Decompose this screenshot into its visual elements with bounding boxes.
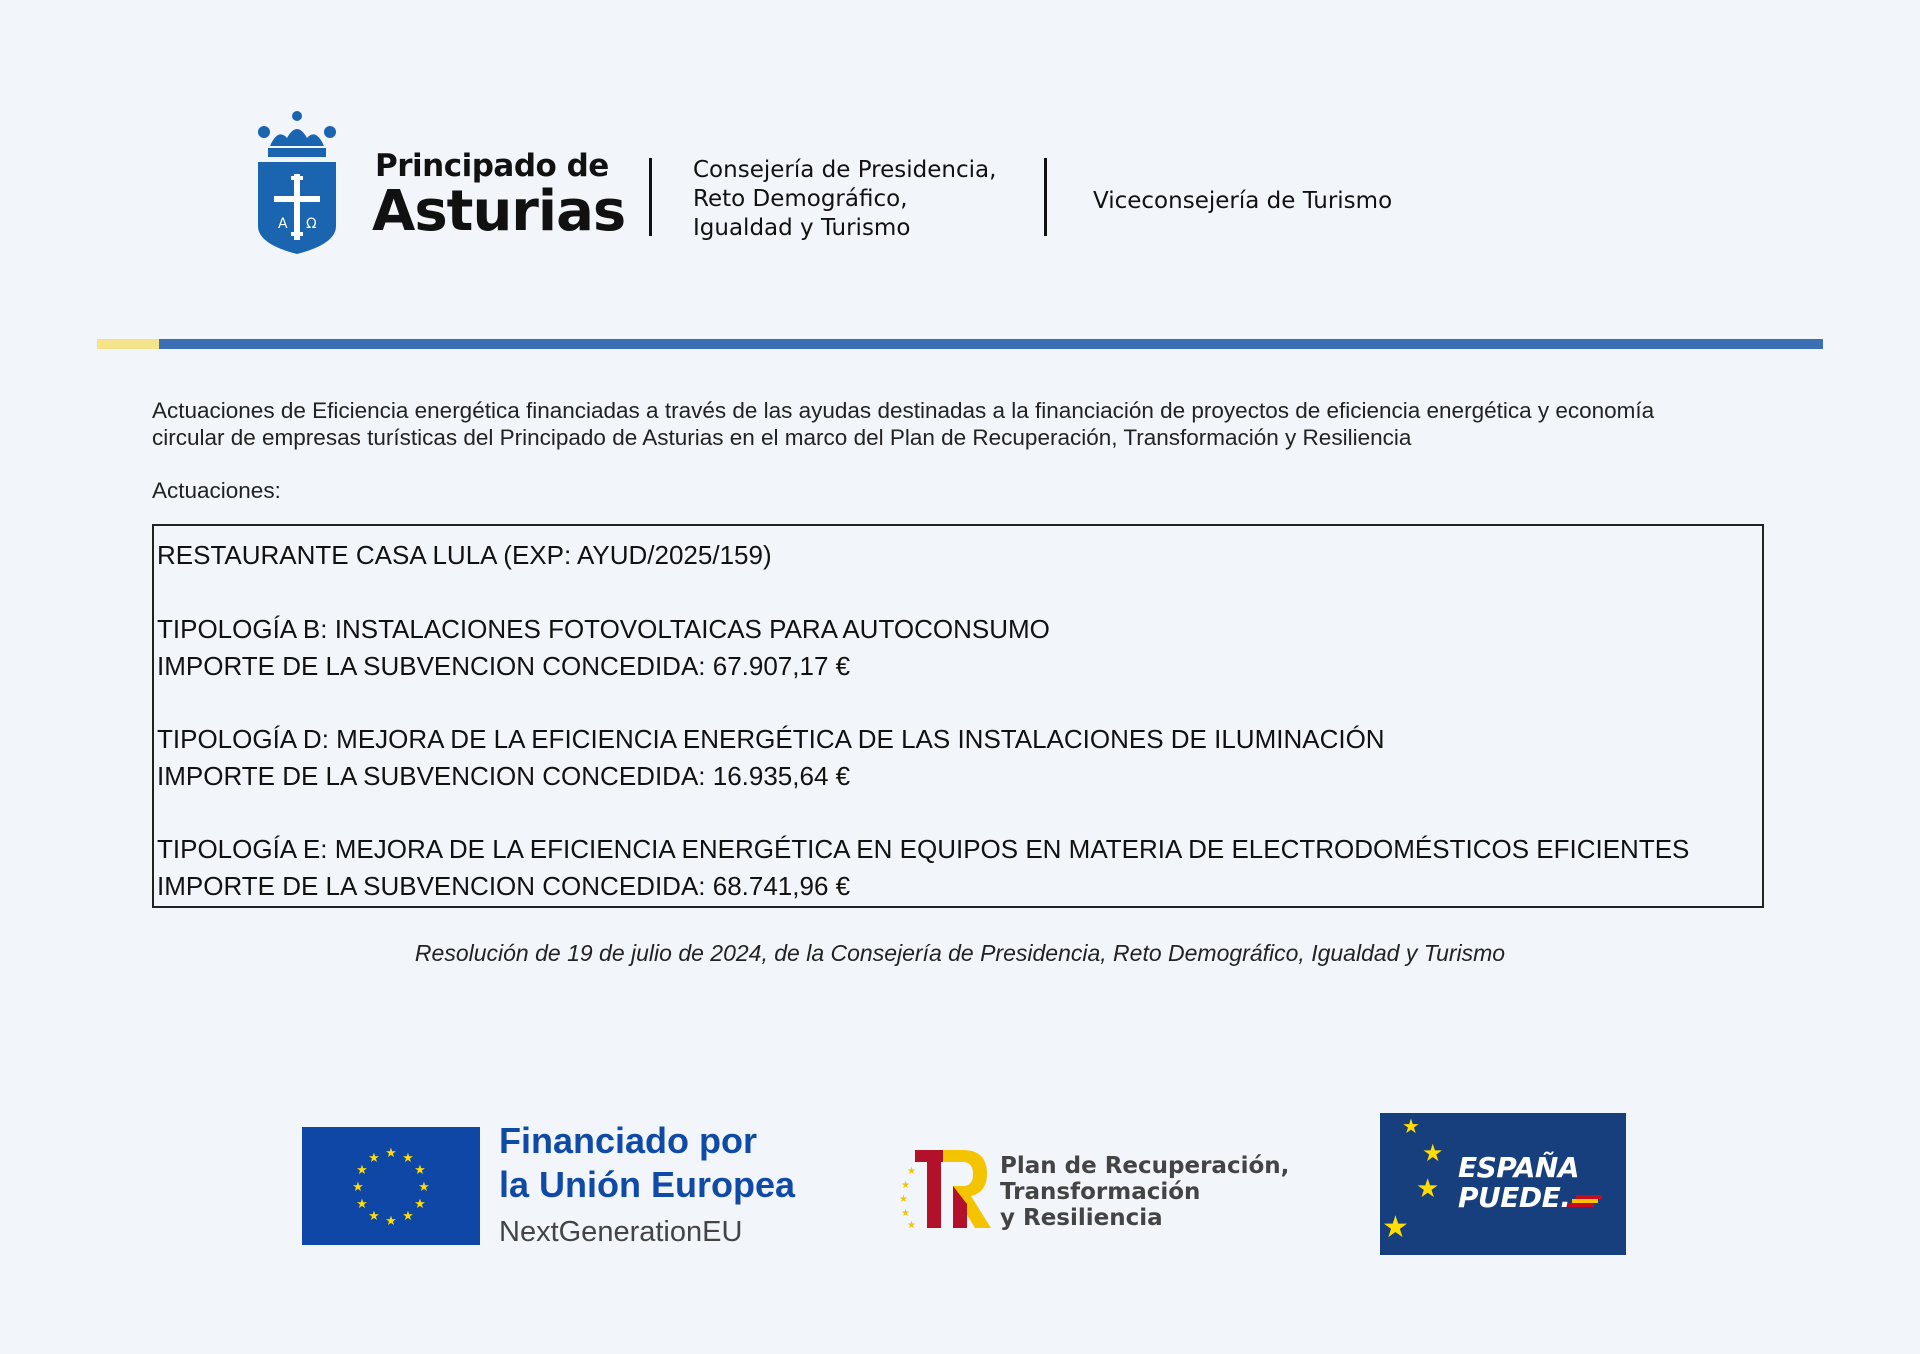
svg-text:★: ★ [414,1163,426,1178]
svg-text:★: ★ [414,1197,426,1212]
svg-text:★: ★ [901,1208,910,1219]
intro-paragraph [152,397,1792,451]
svg-text:★: ★ [368,1209,380,1224]
svg-text:★: ★ [385,1214,397,1229]
eu-funding-line1: Financiado por [499,1120,758,1161]
viceconsejeria-name: Viceconsejería de Turismo [1093,188,1393,214]
svg-text:★: ★ [402,1209,414,1224]
importe-line: IMPORTE DE LA SUBVENCION CONCEDIDA: 16.935,64 € [157,761,851,791]
svg-text:★: ★ [901,1180,910,1191]
svg-text:★: ★ [402,1151,414,1166]
svg-text:★: ★ [1422,1139,1444,1167]
tr-logo-icon [893,1148,993,1230]
espana-puede-logo [1380,1113,1626,1255]
svg-text:★: ★ [907,1220,916,1230]
brand-name-line2: Asturias [372,179,626,244]
accent-bar-yellow [97,339,159,349]
intro-line: circular de empresas turísticas del Principado de Asturias en el marco del Plan de Recuperación, Transformación y Resiliencia [152,425,1412,450]
consejeria-line: Consejería de Presidencia, [693,157,997,183]
svg-text:Ω: Ω [306,216,317,232]
tipologia-line: TIPOLOGÍA B: INSTALACIONES FOTOVOLTAICAS PARA AUTOCONSUMO [157,614,1050,644]
espana-line: ESPAÑA [1458,1151,1580,1184]
svg-text:★: ★ [356,1163,368,1178]
prtr-line: Transformación [1000,1179,1201,1205]
tipologia-line: TIPOLOGÍA E: MEJORA DE LA EFICIENCIA ENERGÉTICA EN EQUIPOS EN MATERIA DE ELECTRODOMÉSTICOS EFICIENTES [157,834,1690,864]
svg-text:A: A [278,216,288,232]
importe-line: IMPORTE DE LA SUBVENCION CONCEDIDA: 68.741,96 € [157,871,851,901]
header-divider [1044,158,1047,236]
beneficiary-line: RESTAURANTE CASA LULA (EXP: AYUD/2025/159) [157,540,772,570]
header-divider [649,158,652,236]
svg-text:★: ★ [368,1151,380,1166]
consejeria-name [693,156,996,243]
intro-line: Actuaciones de Eficiencia energética financiadas a través de las ayudas destinadas a la financiación de proyectos de eficiencia energética y economía [152,398,1655,423]
brand-name-line1: Principado de [375,148,609,184]
svg-text:★: ★ [352,1180,364,1195]
svg-text:★: ★ [907,1166,916,1177]
eu-funding-line3: NextGenerationEU [499,1216,743,1248]
actuaciones-box [152,524,1764,908]
eu-flag-icon [302,1127,480,1245]
svg-text:★: ★ [1382,1210,1409,1245]
espana-line: PUEDE. [1458,1181,1571,1214]
actuaciones-label: Actuaciones: [152,478,281,503]
accent-bar-blue [159,339,1823,349]
eu-funding-line2: la Unión Europea [499,1164,796,1205]
resolucion-note: Resolución de 19 de julio de 2024, de la Consejería de Presidencia, Reto Demográfico, Igualdad y Turismo [414,940,1506,966]
svg-text:★: ★ [356,1197,368,1212]
svg-text:★: ★ [1416,1174,1440,1204]
importe-line: IMPORTE DE LA SUBVENCION CONCEDIDA: 67.907,17 € [157,651,851,681]
consejeria-line: Igualdad y Turismo [693,215,911,241]
svg-text:★: ★ [385,1146,397,1161]
prtr-name [1000,1153,1289,1231]
prtr-line: Plan de Recuperación, [1000,1153,1290,1179]
svg-text:★: ★ [899,1194,908,1205]
asturias-shield-icon [256,108,338,254]
tipologia-line: TIPOLOGÍA D: MEJORA DE LA EFICIENCIA ENERGÉTICA DE LAS INSTALACIONES DE ILUMINACIÓN [157,724,1385,754]
prtr-line: y Resiliencia [1000,1205,1163,1231]
consejeria-line: Reto Demográfico, [693,186,908,212]
svg-text:★: ★ [1402,1114,1420,1138]
svg-text:★: ★ [418,1180,430,1195]
